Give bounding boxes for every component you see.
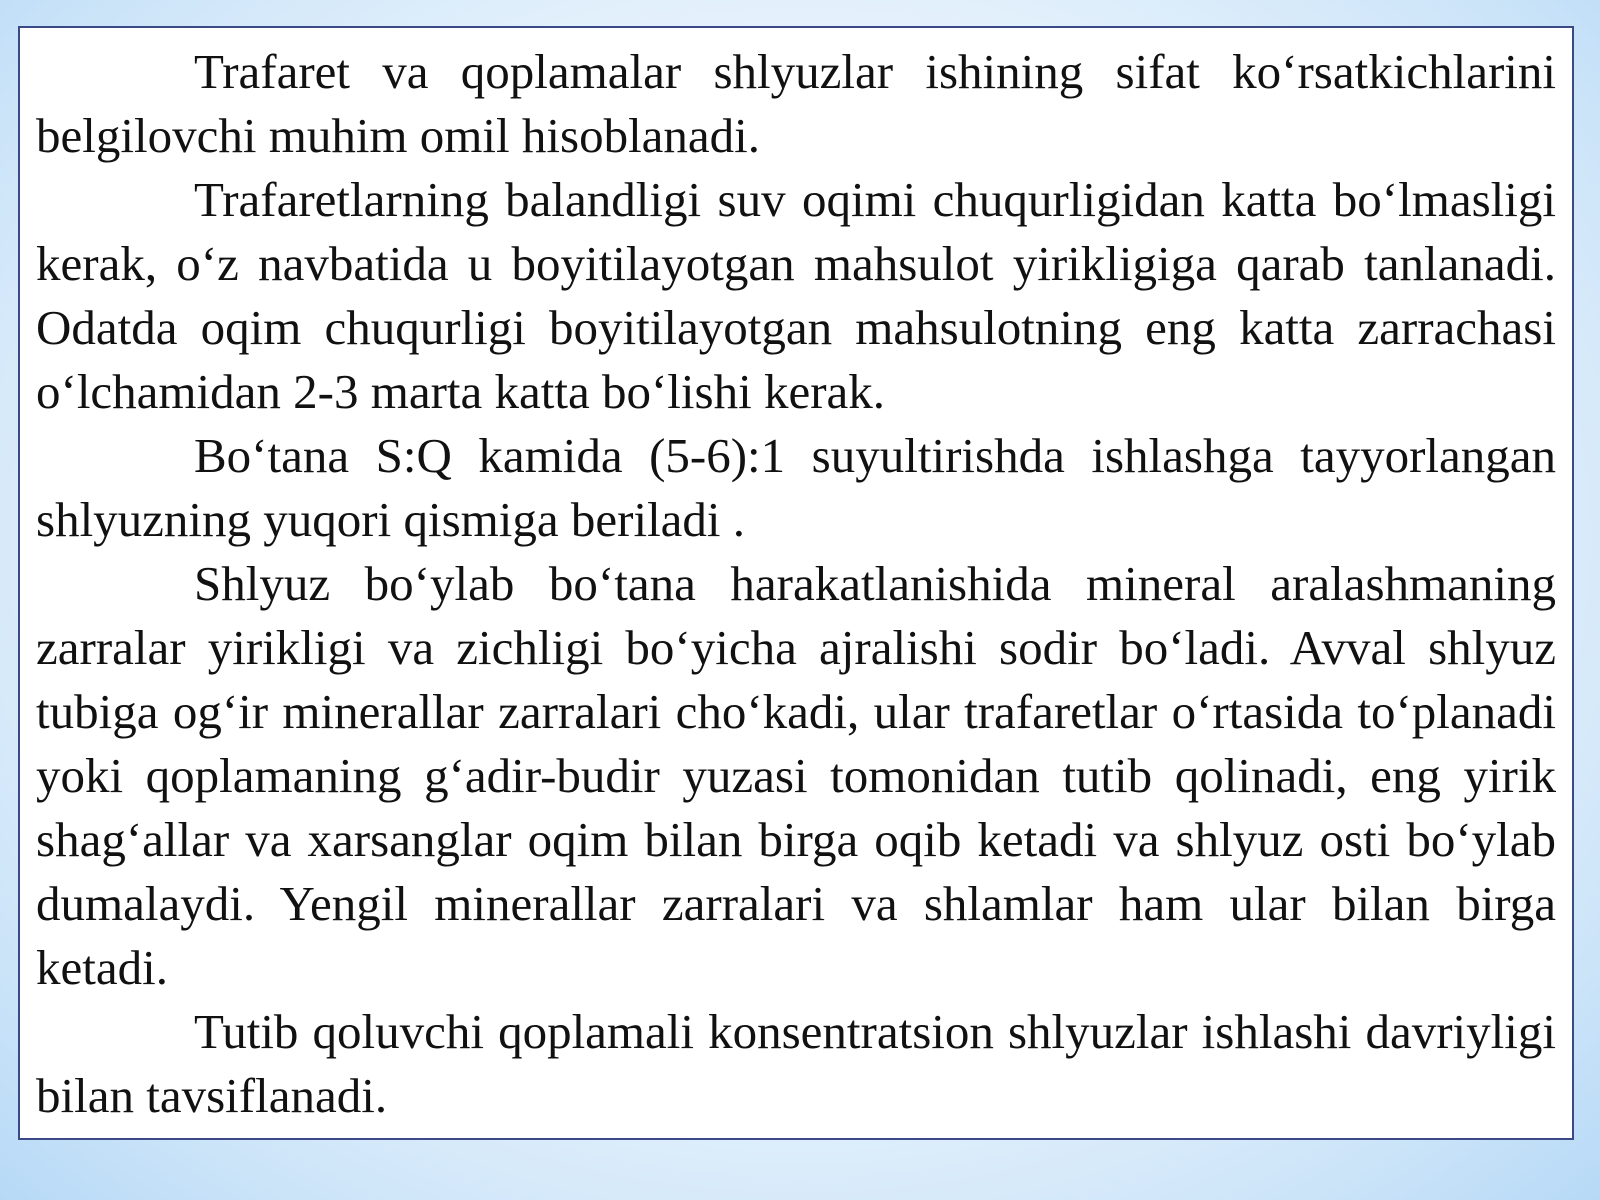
- paragraph-3: Bo‘tana S:Q kamida (5-6):1 suyultirishda ishlashga tayyorlangan shlyuzning yuqori qismiga beriladi .: [36, 428, 1556, 547]
- paragraph-2: Trafaretlarning balandligi suv oqimi chuqurligidan katta bo‘lmasligi kerak, o‘z navbatida u boyitilayotgan mahsulot yirikligiga qarab tanlanadi. Odatda oqim chuqurligi boyitilayotgan mahsulotning eng katta zarrachasi o‘lchamidan 2-3 marta katta bo‘lishi kerak.: [36, 172, 1556, 419]
- text-frame: [18, 26, 1574, 1140]
- paragraph-5: Tutib qoluvchi qoplamali konsentratsion shlyuzlar ishlashi davriyligi bilan tavsiflanadi.: [36, 1004, 1556, 1123]
- paragraph-4: Shlyuz bo‘ylab bo‘tana harakatlanishida mineral aralashmaning zarralar yirikligi va zichligi bo‘yicha ajralishi sodir bo‘ladi. Avval shlyuz tubiga og‘ir minerallar zarralari cho‘kadi, ular trafaretlar o‘rtasida to‘planadi yoki qoplamaning g‘adir-budir yuzasi tomonidan tutib qolinadi, eng yirik shag‘allar va xarsanglar oqim bilan birga oqib ketadi va shlyuz osti bo‘ylab dumalaydi. Yengil minerallar zarralari va shlamlar ham ular bilan birga ketadi.: [36, 556, 1556, 995]
- paragraph-1: Trafaret va qoplamalar shlyuzlar ishining sifat ko‘rsatkichlarini belgilovchi muhim omil hisoblanadi.: [36, 44, 1556, 163]
